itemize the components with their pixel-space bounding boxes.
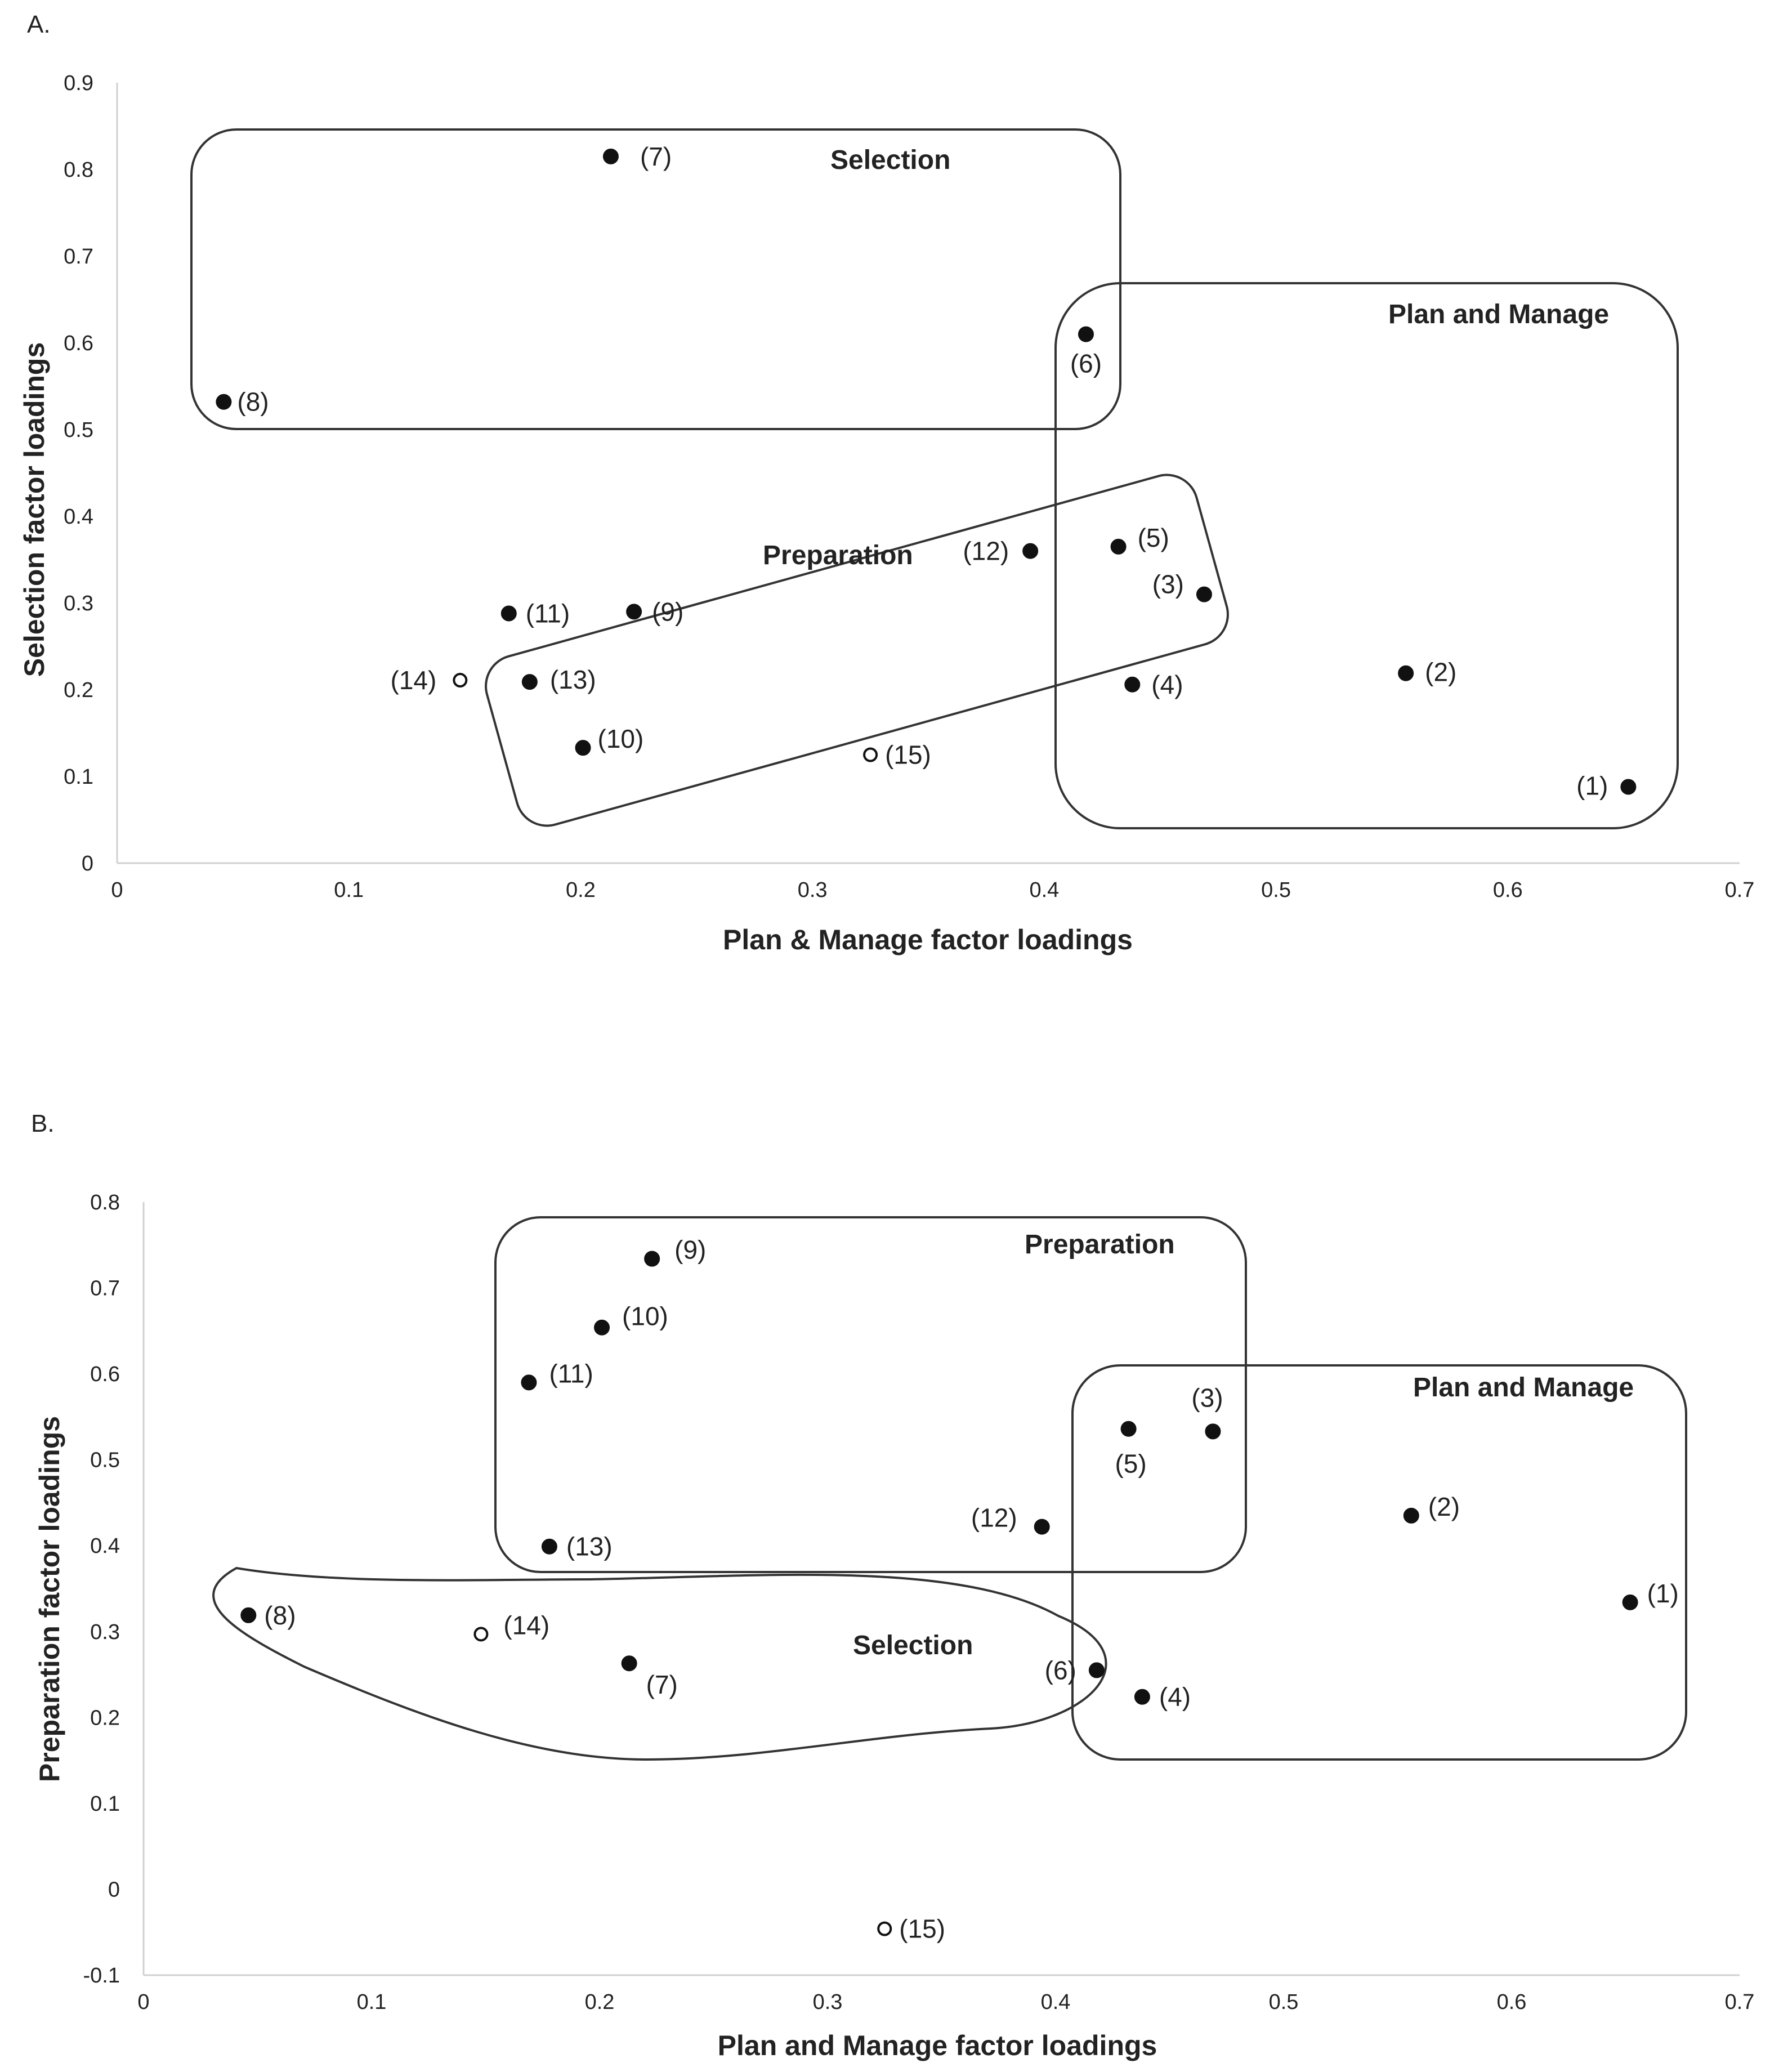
panel-b-data-point [542,1539,557,1554]
panel-b [31,1110,1754,2061]
panel-b-x-tick-label: 0 [137,1990,150,2014]
panel-a-point-label: (3) [1152,569,1184,599]
panel-b-point-label: (6) [1044,1655,1076,1685]
panel-a-data-point [1023,544,1038,559]
panel-b-label: B. [31,1110,55,1137]
panel-a-point-label: (4) [1151,669,1183,699]
panel-a-data-point [1125,677,1139,692]
panel-b-x-tick-label: 0.3 [812,1990,843,2014]
panel-a-y-tick-label: 0.7 [64,245,93,269]
panel-a-group-plan-and-manage-label: Plan and Manage [1388,300,1610,329]
panel-b-data-point [878,1923,891,1935]
panel-b-data-point [241,1608,256,1623]
panel-a-data-point [216,395,231,409]
panel-a-data-point [1111,539,1126,554]
panel-a-x-tick-label: 0.5 [1261,878,1291,902]
panel-b-x-tick-label: 0.4 [1040,1990,1071,2014]
panel-a-group-selection-label: Selection [830,145,951,175]
panel-a-point-label: (12) [963,536,1009,566]
panel-a-y-tick-label: 0 [81,852,93,876]
panel-b-y-tick-label: 0.3 [90,1620,120,1644]
panel-a-data-point [522,675,537,689]
panel-a-point-label: (5) [1137,523,1169,552]
panel-a-x-tick-label: 0.4 [1029,878,1060,902]
panel-b-group-preparation-outline [495,1217,1246,1572]
panel-a-data-point [576,740,591,755]
panel-b-point-label: (12) [971,1503,1017,1533]
panel-b-y-tick-label: 0 [108,1878,120,1902]
panel-b-data-point [1205,1424,1220,1439]
panel-a-point-label: (11) [525,599,570,628]
panel-a-data-point [1398,666,1413,681]
panel-a-y-tick-label: 0.4 [64,505,93,529]
panel-b-x-tick-label: 0.7 [1724,1990,1755,2014]
panel-a-x-tick-label: 0.2 [566,878,596,902]
panel-a-y-tick-label: 0.6 [64,332,93,355]
panel-a-y-tick-label: 0.3 [64,592,93,615]
panel-a-group-preparation-label: Preparation [763,541,913,570]
panel-a-point-label: (15) [885,740,931,770]
panel-b-point-label: (13) [566,1531,613,1561]
panel-b-data-point [1404,1508,1419,1523]
panel-a-x-tick-label: 0 [111,878,123,902]
panel-a-y-tick-label: 0.2 [64,678,93,702]
panel-b-x-tick-label: 0.2 [584,1990,615,2014]
panel-b-y-tick-label: 0.4 [90,1534,120,1559]
panel-b-y-tick-label: 0.8 [90,1191,120,1214]
panel-a-point-label: (13) [549,665,596,695]
panel-a-group-plan-and-manage-outline [1056,283,1678,828]
panel-b-group-plan-and-manage-label: Plan and Manage [1413,1373,1634,1403]
panel-b-point-label: (9) [674,1235,707,1265]
panel-a-group-preparation-outline [479,468,1235,833]
panel-a-x-axis-title: Plan & Manage factor loadings [723,924,1133,955]
panel-b-point-label: (3) [1191,1383,1223,1413]
panel-b-data-point [595,1320,609,1335]
panel-b-point-label: (4) [1159,1682,1191,1712]
panel-b-y-tick-label: -0.1 [83,1964,120,1988]
panel-b-x-tick-label: 0.5 [1268,1990,1299,2014]
panel-a-x-tick-label: 0.6 [1492,878,1523,902]
panel-a-label: A. [27,11,51,38]
panel-a-y-tick-label: 0.5 [64,418,93,442]
panel-a [19,11,1754,955]
panel-a-point-label: (8) [237,387,269,417]
panel-b-data-point [645,1252,659,1266]
panel-b-point-label: (11) [549,1359,593,1388]
panel-a-axes [64,72,1754,902]
panel-a-data-point [454,674,466,686]
panel-b-groups [213,1217,1686,1760]
panel-b-x-tick-label: 0.1 [356,1990,387,2014]
panel-b-y-axis-title: Preparation factor loadings [34,1415,65,1783]
panel-a-y-tick-label: 0.8 [64,158,93,182]
panel-b-point-label: (7) [646,1670,678,1700]
panel-a-point-label: (10) [597,724,644,754]
panel-b-y-tick-label: 0.1 [90,1792,120,1816]
panel-a-y-tick-label: 0.9 [64,72,93,95]
panel-b-data-point [1135,1690,1150,1704]
panel-a-point-label: (7) [640,141,672,171]
panel-b-x-axis-title: Plan and Manage factor loadings [717,2030,1157,2061]
panel-a-points [216,142,1635,801]
panel-b-point-label: (8) [264,1600,296,1630]
panel-a-x-tick-label: 0.7 [1724,878,1755,902]
panel-b-data-point [475,1628,487,1640]
panel-b-group-selection-label: Selection [853,1631,973,1660]
panel-b-point-label: (2) [1428,1492,1460,1521]
panel-a-data-point [1621,779,1635,794]
panel-b-y-tick-label: 0.2 [90,1706,120,1730]
panel-b-data-point [622,1656,637,1671]
panel-a-x-tick-label: 0.1 [334,878,364,902]
panel-b-data-point [1121,1422,1136,1436]
panel-b-data-point [1035,1520,1049,1534]
panel-b-point-label: (5) [1115,1449,1147,1479]
panel-a-data-point [1197,587,1212,602]
panel-b-y-tick-label: 0.7 [90,1276,120,1301]
panel-a-data-point [627,604,641,619]
panel-a-data-point [604,149,618,164]
panel-a-point-label: (1) [1576,771,1608,801]
panel-a-point-label: (14) [390,666,437,695]
panel-b-point-label: (1) [1647,1578,1679,1608]
panel-b-group-preparation-label: Preparation [1025,1230,1175,1260]
panel-b-y-tick-label: 0.6 [90,1363,120,1387]
panel-a-x-tick-label: 0.3 [797,878,828,902]
panel-a-y-axis-title: Selection factor loadings [19,342,50,677]
panel-a-y-tick-label: 0.1 [64,765,93,789]
panel-b-y-tick-label: 0.5 [90,1448,120,1472]
panel-a-point-label: (9) [652,597,684,627]
panel-a-point-label: (2) [1425,657,1457,687]
panel-b-point-label: (10) [622,1301,668,1331]
panel-a-group-selection-outline [191,130,1120,429]
panel-b-data-point [1089,1663,1104,1677]
panel-b-point-label: (15) [899,1914,946,1944]
panel-b-data-point [1623,1595,1638,1610]
panel-a-point-label: (6) [1070,349,1102,378]
panel-b-data-point [521,1375,536,1390]
panel-b-x-tick-label: 0.6 [1496,1990,1527,2014]
panel-b-axes [83,1191,1755,2014]
panel-a-data-point [864,749,877,761]
panel-b-point-label: (14) [503,1610,550,1640]
panel-a-groups [191,130,1678,833]
panel-a-data-point [1079,327,1093,342]
panel-b-points [241,1235,1679,1944]
panel-a-data-point [502,606,516,620]
panel-b-group-selection-outline [213,1568,1106,1760]
